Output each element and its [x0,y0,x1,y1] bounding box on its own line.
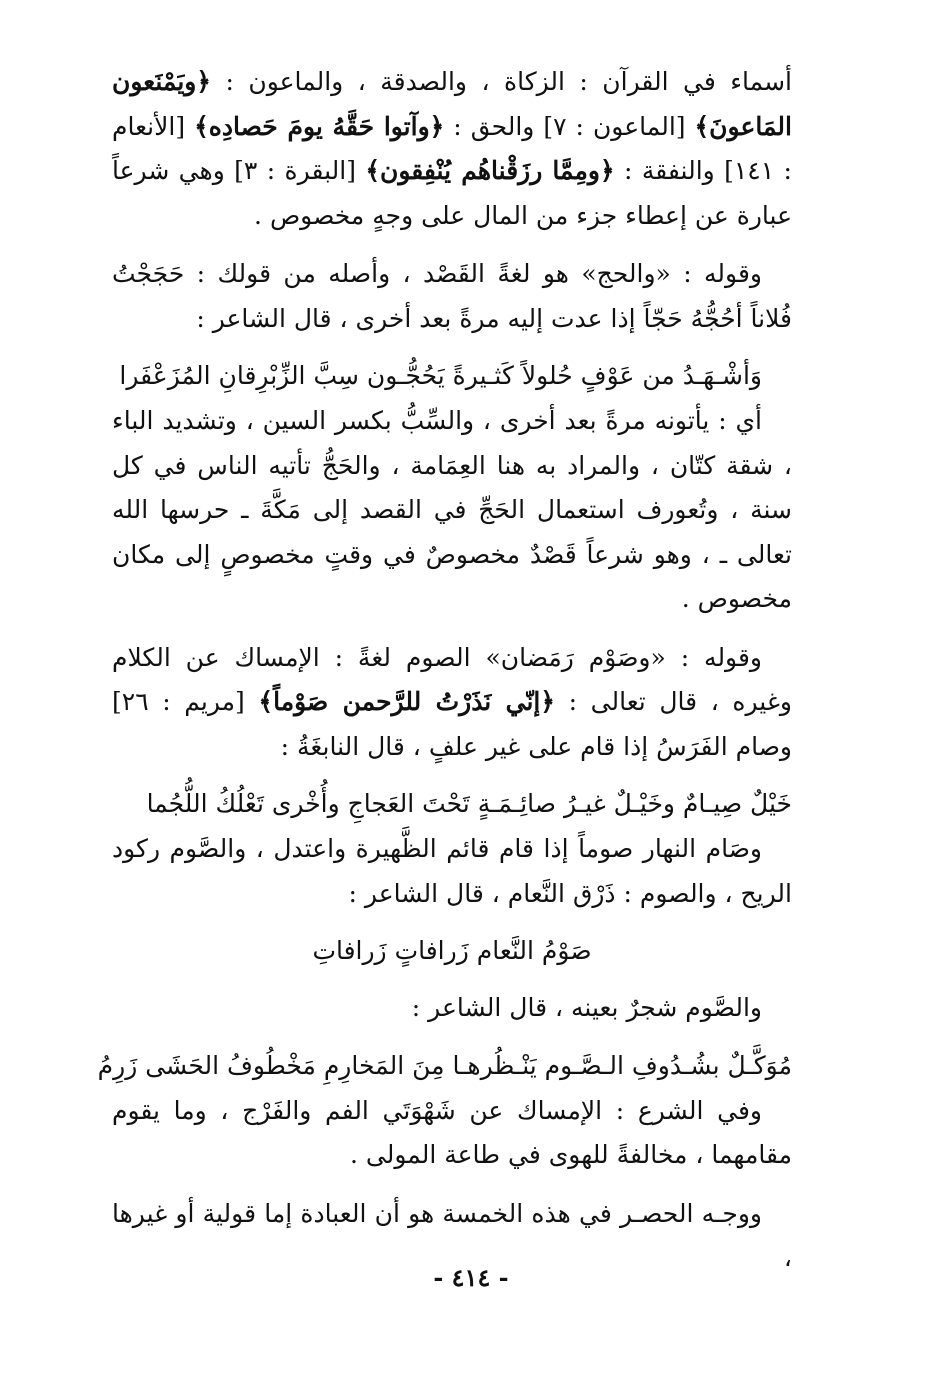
paragraph-sawm [112,636,792,770]
text-segment: وقوله : «وصَوْم رَمَضان» الصوم لغةً : الإمساك عن الكلام وغيره ، قال تعالى : [112,642,792,716]
quran-quote: ﴿ومِمَّا رزَقْناهُم يُنْفِقون﴾ [365,156,615,185]
paragraph-hasr: ووجـه الحصـر في هذه الخمسة هو أن العبادة إما قولية أو غيرها ، [112,1198,792,1272]
page-body [97,60,792,1293]
text-segment: أسماء في القرآن : الزكاة ، والصدقة ، والماعون : [211,67,792,96]
quran-quote: ﴿إنّي نَذَرْتُ للرَّحمن صَوْماً﴾ [258,687,556,716]
page-number: - ٤١٤ - [433,1263,509,1292]
paragraph-hajj: وقوله : «والحج» هو لغةً القَصْد ، وأصله من قولك : حَجَجْتُ فُلاناً أحُجُّهُ حَجّاً إذا عدت إليه مرةً بعد أخرى ، قال الشاعر : [112,259,792,333]
paragraph-sawm-sharia: وفي الشرع : الإمساك عن شَهْوَتَي الفم والفَرْج ، وما يقوم مقامهما ، مخالفةً للهوى في طاعة المولى . [112,1095,792,1169]
text-segment: [مريم : ٢٦] وصام الفَرَسُ إذا قام على غير علفٍ ، قال النابغَةُ : [112,687,792,761]
text-segment: [البقرة : ٣] وهي شرعاً عبارة عن إعطاء جزء من المال على وجهٍ مخصوص . [112,156,792,230]
paragraph-sawm-tree: والصَّوم شجرٌ بعينه ، قال الشاعر : [411,993,762,1022]
quran-quote: ﴿ويَمْنَعون المَاعونَ﴾ [112,67,792,141]
poetry-verse-hajj: وَأشْـهَـدُ من عَوْفٍ حُلولاً كَثـيرةً يَحُجُّـون سِبَّ الزِّبْرِقانِ المُزَعْفَرا [119,361,762,390]
text-segment: [الماعون : ٧] والحق : [444,111,695,141]
poetry-half-verse: صَوْمُ النَّعام زَرافاتٍ زَرافاتِ [312,936,592,965]
quran-quote: ﴿وآتوا حَقَّهُ يومَ حَصادِه﴾ [194,111,445,141]
paragraph-hajj-explanation: أي : يأتونه مرةً بعد أخرى ، والسِّبُّ بكسر السين ، وتشديد الباء ، شقة كتّان ، والمراد به هنا العِمَامة ، والحَجُّ تأتيه الناس في كل سنة ، وتُعورف استعمال الحَجِّ في القصد إلى مَكَّةَ ـ حرسها الله تعالى ـ ، وهو شرعاً قَصْدٌ مخصوصٌ في وقتٍ مخصوصٍ إلى مكان مخصوص . [112,406,792,613]
poetry-verse-tree: مُوَكَّـلٌ بشُـدُوفِ الـصَّـوم يَنْـظُرهـا مِنَ المَخارِمِ مَخْطُوفُ الحَشَى زَرِمُ [97,1050,792,1080]
text-segment: [الأنعام : ١٤١] والنفقة : [112,111,792,185]
paragraph-zakat [112,60,792,238]
poetry-verse-nabigha: خَيْلٌ صِيـامٌ وخَيْـلٌ غيـرُ صائِـمَـةٍ تَحْتَ العَجاجِ وأُخْرى تَعْلُكُ اللُّجُما [146,789,792,818]
paragraph-sawm-meanings: وصَام النهار صوماً إذا قام قائم الظَّهيرة واعتدل ، والصَّوم ركود الريح ، والصوم : ذَرْق النَّعام ، قال الشاعر : [112,834,792,908]
